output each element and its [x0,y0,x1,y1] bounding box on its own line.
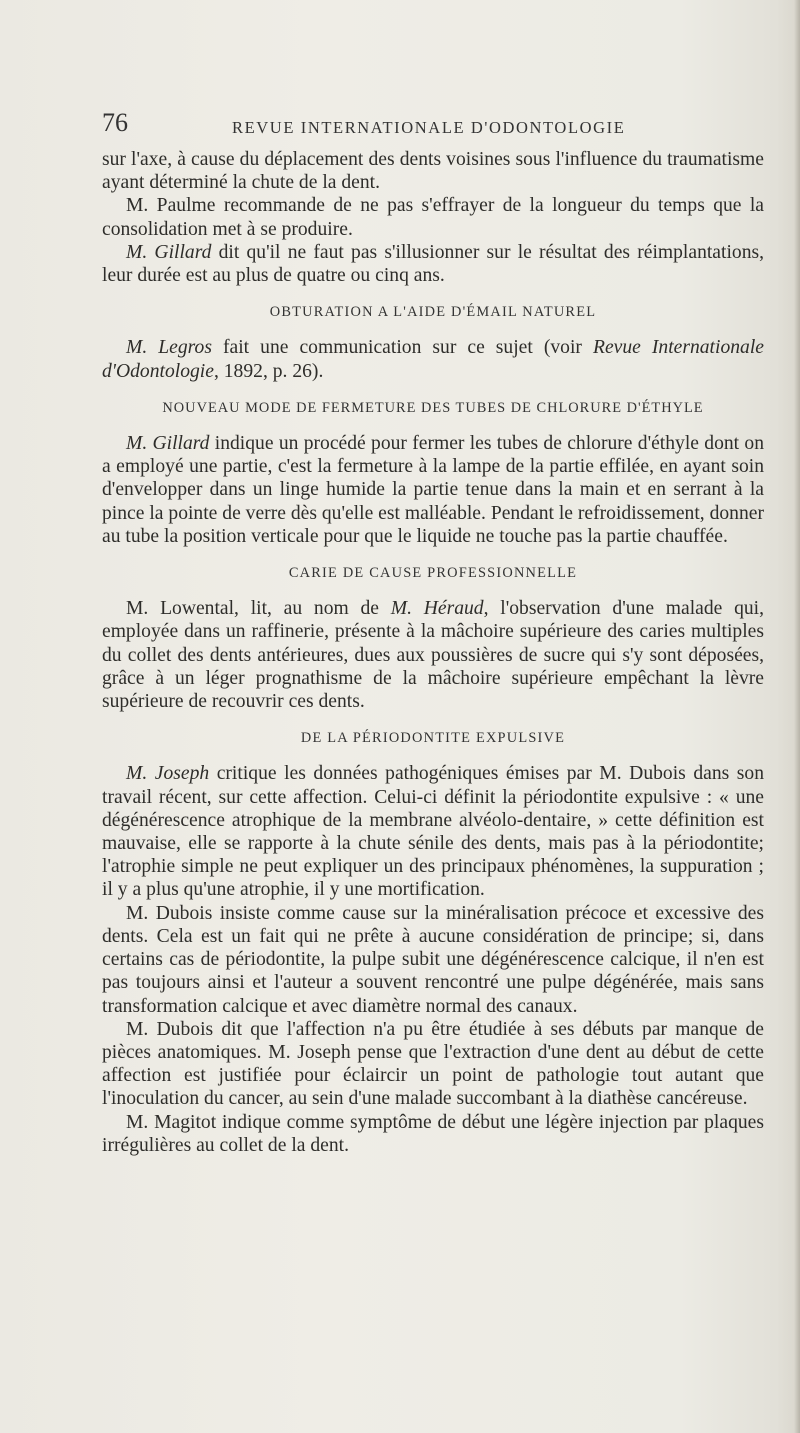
speaker-name: M. Legros [126,337,212,359]
section-heading-chlorure: NOUVEAU MODE DE FERMETURE DES TUBES DE CHLORURE D'ÉTHYLE [162,399,704,416]
paragraph-1: sur l'axe, à cause du déplacement des dents voisines sous l'influence du traumatisme ayant déterminé la chute de la dent. [102,149,764,194]
paragraph-9: M. Dubois dit que l'affection n'a pu être étudiée à ses débuts par manque de pièces anatomiques. M. Joseph pense que l'extraction d'une dent au début de cette affection est justifiée pour éclaircir un point de pathologie tout autant que l'inoculation du cancer, au sein d'une malade succombant à la diathèse cancéreuse. [102,1018,764,1110]
paragraph-text: dit qu'il ne faut pas s'illusionner sur le résultat des réimplantations, leur durée est au plus de quatre ou cinq ans. [102,241,765,287]
body-text [102,148,764,1157]
paragraph-text: fait une communication sur ce sujet (voir [211,337,593,359]
paragraph-7 [102,762,764,901]
speaker-name: M. Gillard [126,433,210,455]
paragraph-2: M. Paulme recommande de ne pas s'effrayer de la longueur du temps que la consolidation met à se produire. [102,195,764,240]
speaker-name: M. Joseph [126,763,210,785]
paragraph-3 [102,241,764,287]
section-heading-carie: CARIE DE CAUSE PROFESSIONNELLE [288,565,578,582]
page-header [102,108,750,148]
paragraph-text: , 1892, p. 26). [213,360,324,382]
paragraph-10: M. Magitot indique comme symptôme de début une légère injection par plaques irrégulières au collet de la dent. [102,1111,764,1156]
paragraph-4 [102,336,764,382]
paragraph-text: , l'observation d'une malade qui, employée dans un raffinerie, présente à la mâchoire supérieure des caries multiples du collet des dents antérieures, dues aux poussières de sucre qui s'y sont déposées, grâce à un léger prognathisme de la mâchoire supérieure empêchant la lèvre supérieure de recouvrir ces dents. [102,598,765,713]
paragraph-text: critique les données pathogéniques émises par M. Dubois dans son travail récent, sur cette affection. Celui-ci définit la périodontite expulsive : « une dégénérescence atrophique de la membrane alvéolo-dentaire, » cette définition est mauvaise, elle se rapporte à la chute sénile des dents, mais pas à la périodontite; l'atrophie simple ne peut expliquer un des principaux phénomènes, la suppuration ; il y a plus qu'une atrophie, il y une mortification. [102,763,764,901]
page-edge-shadow [794,0,800,1433]
paragraph-text: M. Lowental, lit, au nom de [126,598,391,620]
journal-title: Revue Internationale d'Odontologie [102,337,764,382]
paragraph-6 [102,597,764,713]
section-heading-email: OBTURATION A L'AIDE D'ÉMAIL NATUREL [269,304,597,321]
paragraph-5 [102,432,764,548]
page-number: 76 [102,108,128,137]
paragraph-text: indique un procédé pour fermer les tubes de chlorure d'éthyle dont on a employé une partie, c'est la fermeture à la lampe de la partie effilée, en ayant soin d'envelopper dans un linge humide la partie tenue dans la main et en serrant à la pince la pointe de verre dès qu'elle est malléable. Pendant le refroidissement, donner au tube la position verticale pour que le liquide ne touche pas la partie chauffée. [102,433,764,547]
speaker-name: M. Gillard [126,241,212,263]
speaker-name: M. Héraud [390,598,484,620]
running-title: REVUE INTERNATIONALE D'ODONTOLOGIE [232,118,626,137]
paragraph-8: M. Dubois insiste comme cause sur la minéralisation précoce et excessive des dents. Cela est un fait qui ne prête à aucune considération de principe; si, dans certains cas de périodontite, la pulpe subit une dégénérescence calcique, il n'en est pas toujours ainsi et l'auteur a souvent rencontré une pulpe dégénérée, mais sans transformation calcique et avec diamètre normal des canaux. [102,902,764,1017]
section-heading-periodontite: DE LA PÉRIODONTITE EXPULSIVE [300,730,566,747]
